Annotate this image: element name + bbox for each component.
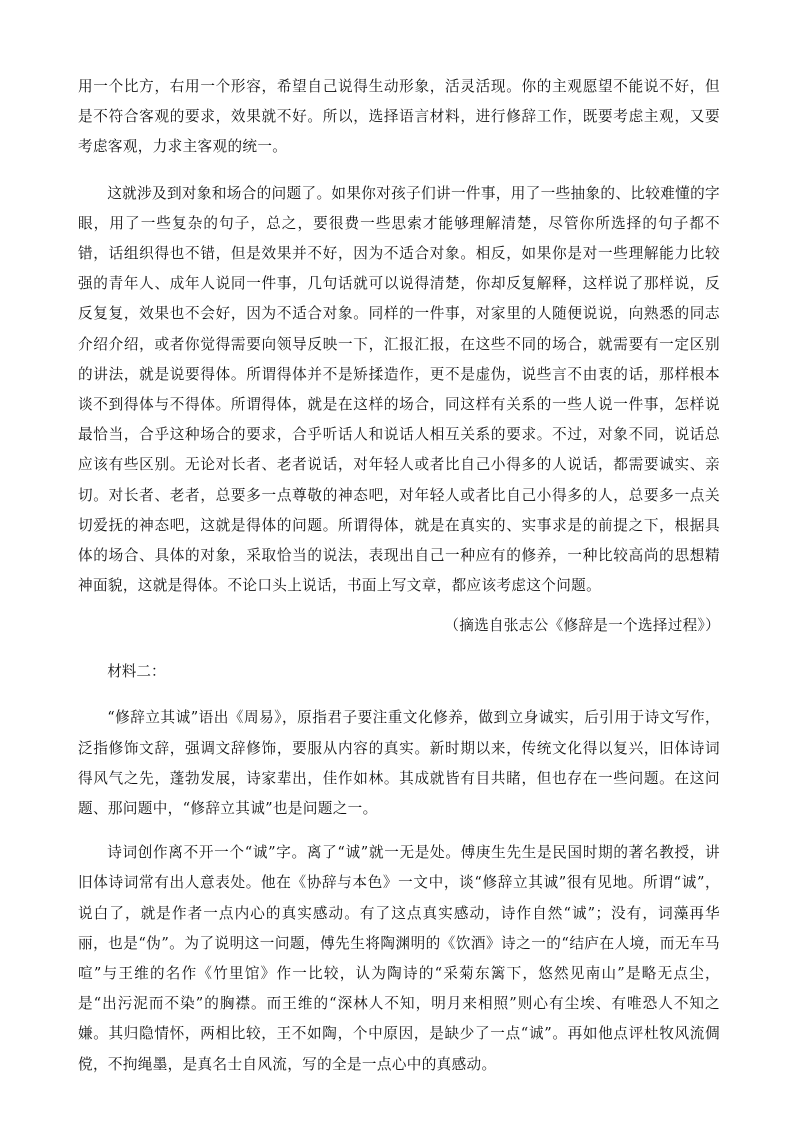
material-two-label: 材料二： (107, 663, 166, 681)
paragraph-continuation: 用一个比方，右用一个形容，希望自己说得生动形象，活灵活现。你的主观愿望不能说不好，但是不符合客观的要求，效果就不好。所以，选择语言材料，进行修辞工作，既要考虑主观，又要考虑客观，力求主客观的统一。 (78, 78, 720, 156)
paragraph-object-and-occasion: 这就涉及到对象和场合的问题了。如果你对孩子们讲一件事，用了一些抽象的、比较难懂的字眼，用了一些复杂的句子，总之，要很费一些思索才能够理解清楚，尽管你所选择的句子都不错，话组织得也不错，但是效果并不好，因为不适合对象。相反，如果你是对一些理解能力比较强的青年人、成年人说同一件事，几句话就可以说得清楚，你却反复解释，这样说了那样说，反反复复，效果也不会好，因为不适合对象。同样的一件事，对家里的人随便说说，向熟悉的同志介绍介绍，或者你觉得需要向领导反映一下，汇报汇报，在这些不同的场合，就需要有一定区别的讲法，就是说要得体。所谓得体并不是矫揉造作，更不是虚伪，说些言不由衷的话，那样根本谈不到得体与不得体。所谓得体，就是在这样的场合，同这样有关系的一些人说一件事，怎样说最恰当，合乎这种场合的要求，合乎听话人和说话人相互关系的要求。不过，对象不同，说话总应该有些区别。无论对长者、老者说话，对年轻人或者比自己小得多的人说话，都需要诚实、亲切。对长者、老者，总要多一点尊敬的神态吧，对年轻人或者比自己小得多的人，总要多一点关切爱抚的神态吧，这就是得体的问题。所谓得体，就是在真实的、实事求是的前提之下，根据具体的场合、具体的对象，采取恰当的说法，表现出自己一种应有的修养，一种比较高尚的思想精神面貌，这就是得体。不论口头上说话，书面上写文章，都应该考虑这个问题。 (78, 184, 720, 595)
paragraph-xiuci-li-qi-cheng: “修辞立其诚”语出《周易》，原指君子要注重文化修养，做到立身诚实，后引用于诗文写作，泛指修饰文辞，强调文辞修饰，要服从内容的真实。新时期以来，传统文化得以复兴，旧体诗词得风气之先，蓬勃发展，诗家辈出，佳作如林。其成就皆有目共睹，但也存在一些问题。在这问题、那问题中，“修辞立其诚”也是问题之一。 (78, 709, 720, 818)
paragraph-poetry-sincerity: 诗词创作离不开一个“诚”字。离了“诚”就一无是处。傅庚生先生是民国时期的著名教授，讲旧体诗词常有出人意表处。他在《协辞与本色》一文中，谈“修辞立其诚”很有见地。所谓“诚”，说白了，就是作者一点内心的真实感动。有了这点真实感动，诗作自然“诚”；没有，词藻再华丽，也是“伪”。为了说明这一问题，傅先生将陶渊明的《饮酒》诗之一的“结庐在人境，而无车马喧”与王维的名作《竹里馆》作一比较，认为陶诗的“采菊东篱下，悠然见南山”是略无点尘，是“出污泥而不染”的胸襟。而王维的“深林人不知，明月来相照”则心有尘埃、有唯恐人不知之嫌。其归隐情怀，两相比较，王不如陶，个中原因，是缺少了一点“诚”。再如他点评杜牧风流倜傥，不拘绳墨，是真名士自风流，写的全是一点心中的真感动。 (78, 844, 720, 1073)
document-page (78, 72, 720, 1080)
source-citation: （摘选自张志公《修辞是一个选择过程》） (444, 617, 720, 635)
